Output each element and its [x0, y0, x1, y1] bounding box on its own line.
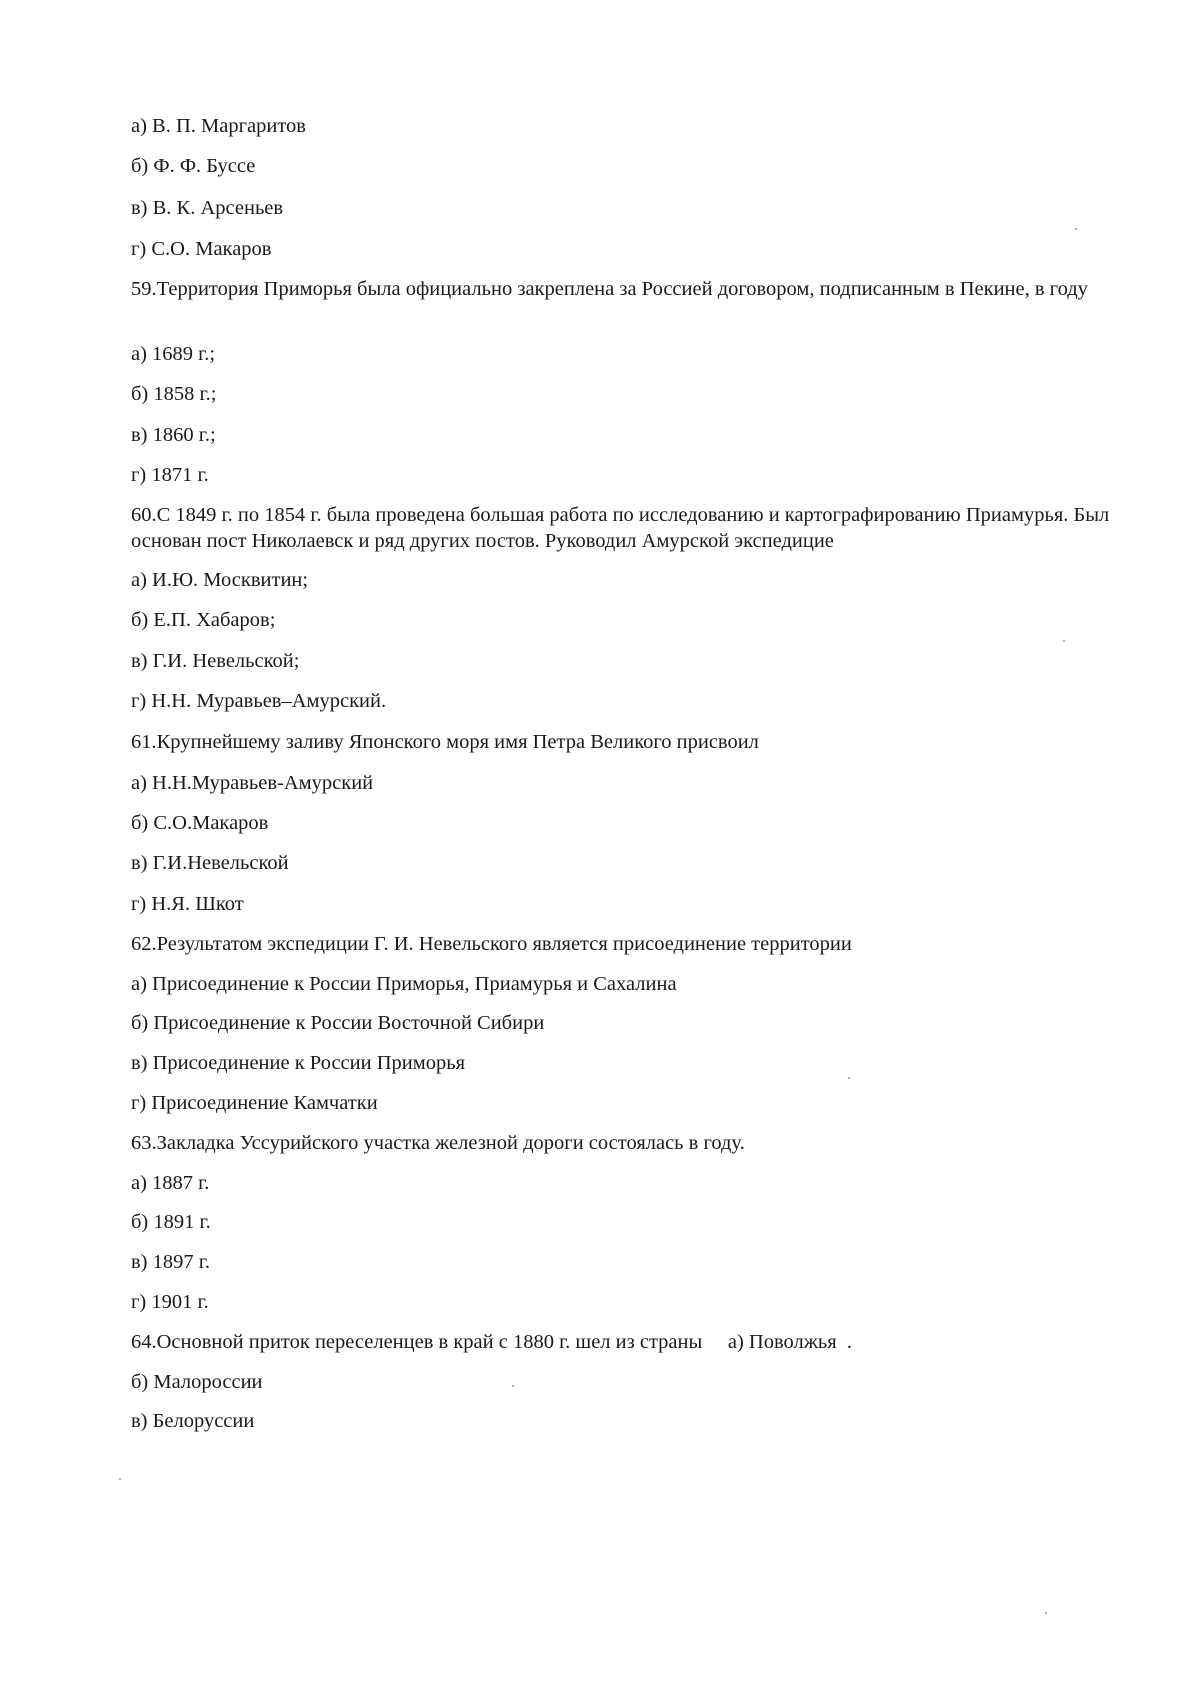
option-62d: г) Присоединение Камчатки — [131, 1092, 378, 1114]
option-58b: б) Ф. Ф. Буссе — [131, 155, 256, 177]
question-64: 64.Основной приток переселенцев в край с 1880 г. шел из страны а) Поволжья . — [131, 1331, 853, 1353]
question-63: 63.Закладка Уссурийского участка железной дороги состоялась в году. — [131, 1132, 745, 1154]
scan-speck — [848, 1077, 850, 1079]
scan-speck — [1045, 1612, 1047, 1614]
scan-speck — [1063, 640, 1065, 642]
option-61b: б) С.О.Макаров — [131, 812, 269, 834]
option-58c: в) В. К. Арсеньев — [131, 197, 284, 219]
scan-speck — [119, 1478, 121, 1480]
question-61: 61.Крупнейшему заливу Японского моря имя Петра Великого присвоил — [131, 731, 759, 753]
option-61a: а) Н.Н.Муравьев-Амурский — [131, 772, 374, 794]
option-64b: б) Малороссии — [131, 1371, 263, 1393]
option-62c: в) Присоединение к России Приморья — [131, 1052, 465, 1074]
option-63c: в) 1897 г. — [131, 1251, 210, 1273]
scan-speck — [1075, 228, 1077, 230]
question-60: 60.С 1849 г. по 1854 г. была проведена большая работа по исследованию и картографированию Приамурья. Был основан пост Николаевск и ряд других постов. Руководил Амурской экспедицие — [131, 504, 1110, 552]
option-64c: в) Белоруссии — [131, 1410, 255, 1432]
option-58d: г) С.О. Макаров — [131, 238, 272, 260]
option-58a: а) В. П. Маргаритов — [131, 115, 306, 137]
option-59d: г) 1871 г. — [131, 464, 209, 486]
option-60a: а) И.Ю. Москвитин; — [131, 569, 309, 591]
option-61d: г) Н.Я. Шкот — [131, 893, 244, 915]
option-63b: б) 1891 г. — [131, 1211, 211, 1233]
option-59c: в) 1860 г.; — [131, 424, 216, 446]
option-60d: г) Н.Н. Муравьев–Амурский. — [131, 690, 387, 712]
option-61c: в) Г.И.Невельской — [131, 852, 289, 874]
option-59b: б) 1858 г.; — [131, 383, 217, 405]
option-63a: а) 1887 г. — [131, 1172, 210, 1194]
option-59a: а) 1689 г.; — [131, 343, 216, 365]
option-60b: б) Е.П. Хабаров; — [131, 609, 276, 631]
question-59: 59.Территория Приморья была официально закреплена за Россией договором, подписанным в Пекине, в году — [131, 278, 1088, 300]
scan-speck — [512, 1385, 514, 1387]
option-62b: б) Присоединение к России Восточной Сибири — [131, 1012, 545, 1034]
option-62a: а) Присоединение к России Приморья, Приамурья и Сахалина — [131, 973, 677, 995]
option-63d: г) 1901 г. — [131, 1291, 209, 1313]
question-62: 62.Результатом экспедиции Г. И. Невельского является присоединение территории — [131, 933, 852, 955]
option-60c: в) Г.И. Невельской; — [131, 650, 300, 672]
